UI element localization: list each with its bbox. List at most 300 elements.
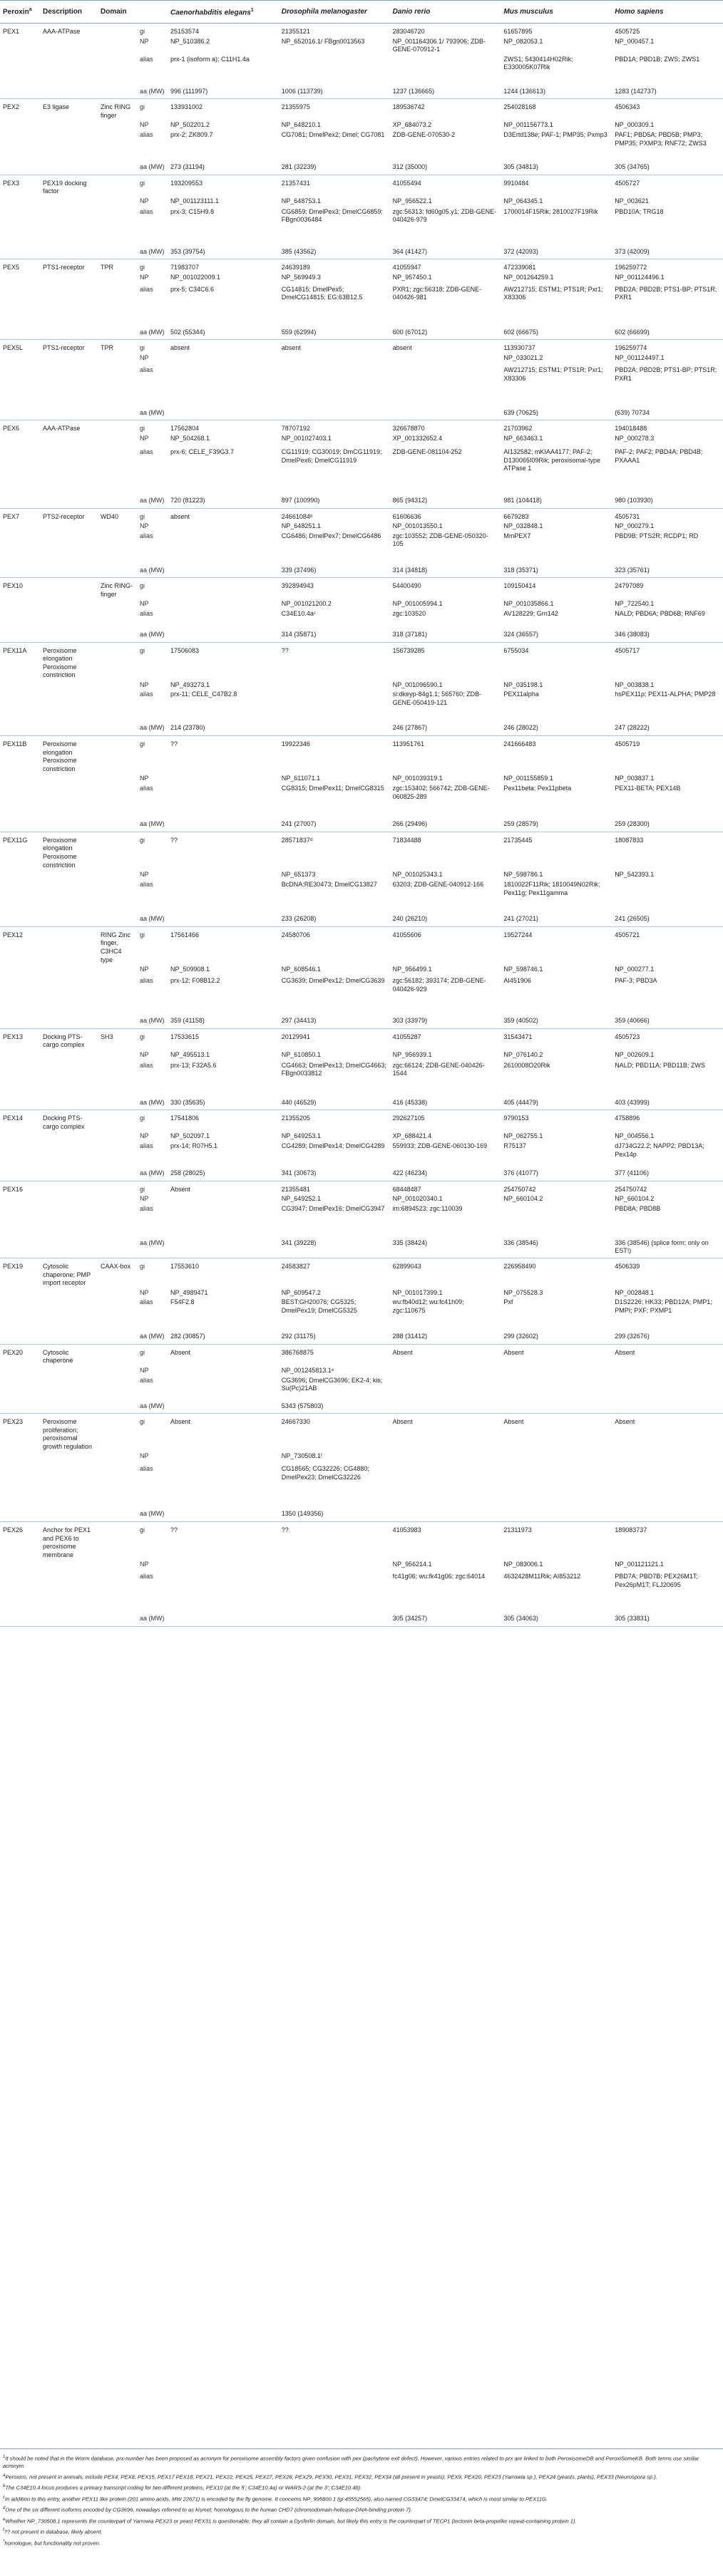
cell-value: NP_000309.1 xyxy=(615,121,655,129)
cell-row-label: gi xyxy=(140,1114,145,1122)
cell-value: NP_598786.1 xyxy=(503,871,543,879)
cell-domain: SH3 xyxy=(101,1033,113,1040)
cell-row-label: gi xyxy=(140,582,145,590)
table-row xyxy=(0,578,723,599)
cell-value: Absent xyxy=(503,1418,524,1426)
cell-peroxin xyxy=(0,433,40,447)
table-row xyxy=(0,914,723,926)
cell-row-label: gi xyxy=(140,646,145,654)
cell-value: 21357431 xyxy=(281,179,310,187)
cell-value: 314 (35871) xyxy=(279,629,390,642)
cell-value xyxy=(168,879,279,914)
cell-domain xyxy=(98,976,137,1015)
cell-value xyxy=(501,1509,612,1521)
table-row xyxy=(0,365,723,408)
cell-value: 24639189 xyxy=(281,264,310,271)
cell-description xyxy=(40,36,98,54)
cell-description: PEX19 docking factor xyxy=(43,179,87,195)
cell-value xyxy=(168,565,279,578)
table-row xyxy=(0,1131,723,1141)
cell-description: AAA-ATPase xyxy=(43,425,81,433)
cell-value: 359 (40666) xyxy=(612,1015,723,1028)
cell-value: 341 (30673) xyxy=(279,1168,390,1181)
cell-value: D1S2226; HK33; PBD12A; PMP1; PMPI; PXF; PXMP1 xyxy=(615,1298,712,1314)
cell-value xyxy=(168,365,279,408)
cell-value xyxy=(168,1401,279,1414)
cell-domain xyxy=(98,1181,137,1194)
cell-row-label: NP xyxy=(140,966,149,973)
cell-row-label: gi xyxy=(140,103,145,111)
cell-value xyxy=(390,1509,501,1521)
cell-value: zgc:103520 xyxy=(392,610,426,617)
cell-description xyxy=(40,1365,98,1375)
cell-value: NP_001039319.1 xyxy=(392,775,443,782)
cell-value: 194018488 xyxy=(615,425,647,433)
cell-value: 189083737 xyxy=(615,1526,647,1533)
cell-domain xyxy=(98,819,137,832)
cell-value: 24580706 xyxy=(281,931,310,938)
cell-peroxin xyxy=(0,1015,40,1028)
cell-value: ?? xyxy=(281,646,289,654)
cell-value: 4505731 xyxy=(615,512,640,520)
cell-peroxin xyxy=(0,531,40,565)
cell-value xyxy=(279,689,390,723)
cell-value: 305 (34257) xyxy=(390,1613,501,1626)
cell-value: 68448487 xyxy=(392,1185,421,1193)
cell-value: NP_957450.1 xyxy=(392,273,432,281)
cell-description xyxy=(40,365,98,408)
cell-peroxin xyxy=(0,130,40,162)
cell-description xyxy=(40,723,98,735)
table-row xyxy=(0,1194,723,1204)
cell-value: Absent xyxy=(503,1348,524,1356)
cell-description xyxy=(40,1559,98,1571)
table-row xyxy=(0,207,723,247)
cell-value: NP_001025343.1 xyxy=(392,871,443,879)
cell-value: 246 (27867) xyxy=(390,723,501,735)
cell-description xyxy=(40,54,98,86)
cell-value: 9910484 xyxy=(503,179,529,187)
cell-value: Absent xyxy=(170,1418,191,1426)
table-row xyxy=(0,723,723,735)
cell-peroxin xyxy=(0,914,40,926)
cell-value: 4758896 xyxy=(615,1114,640,1122)
cell-description xyxy=(40,1204,98,1238)
cell-value: NP_648210.1 xyxy=(281,121,321,129)
cell-value: 981 (104418) xyxy=(501,495,612,508)
cell-row-label: aa (MW) xyxy=(137,629,168,642)
cell-value: (639) 70734 xyxy=(612,408,723,420)
cell-value: PAF1; PBD5A; PBD5B; PMP3; PMP35; PXMP3; RNF72; ZWS3 xyxy=(615,131,707,147)
table-row xyxy=(0,521,723,531)
cell-value xyxy=(501,1464,612,1509)
cell-value: 559933; ZDB-GENE-060130-169 xyxy=(392,1142,488,1150)
cell-domain xyxy=(98,365,137,408)
cell-value: NP_502097.1 xyxy=(170,1132,210,1140)
cell-description: AAA-ATPase xyxy=(43,28,81,35)
cell-description xyxy=(40,1097,98,1110)
cell-value: 1237 (136665) xyxy=(390,86,501,99)
table-row xyxy=(0,1571,723,1613)
cell-value: 353 (39754) xyxy=(168,247,279,259)
cell-value: 305 (33831) xyxy=(612,1613,723,1626)
cell-value: 24797089 xyxy=(615,582,644,590)
table-row xyxy=(0,819,723,832)
cell-row-label: NP xyxy=(140,273,149,281)
cell-description xyxy=(40,1331,98,1344)
cell-value: NP_033021.2 xyxy=(503,353,543,361)
cell-row-label: gi xyxy=(140,425,145,433)
cell-value: NP_001020340.1 xyxy=(392,1195,443,1203)
cell-value xyxy=(168,914,279,926)
cell-description xyxy=(40,1060,98,1097)
cell-value: NP_001022009.1 xyxy=(170,273,221,281)
cell-value: 109150414 xyxy=(503,582,536,590)
cell-peroxin xyxy=(0,86,40,99)
cell-value: NP_000279.1 xyxy=(615,522,655,530)
cell-peroxin: PEX6 xyxy=(3,425,20,433)
cell-row-label: aa (MW) xyxy=(137,565,168,578)
cell-peroxin xyxy=(0,609,40,629)
cell-peroxin xyxy=(0,120,40,130)
cell-row-label: NP xyxy=(140,1132,149,1140)
cell-row-label: alias xyxy=(140,1465,153,1473)
cell-description: Peroxisome elongation Peroxisome constriction xyxy=(43,740,77,772)
cell-value: zgc:153402; 566742; ZDB-GENE-060825-289 xyxy=(392,785,490,800)
cell-domain xyxy=(98,565,137,578)
cell-domain xyxy=(98,420,137,433)
cell-value xyxy=(168,1375,279,1401)
cell-domain: CAAX-box xyxy=(101,1262,131,1270)
table-row xyxy=(0,1365,723,1375)
cell-row-label: alias xyxy=(140,448,153,456)
cell-description xyxy=(40,120,98,130)
cell-description xyxy=(40,689,98,723)
cell-domain xyxy=(98,773,137,783)
cell-description xyxy=(40,1168,98,1181)
cell-value: NP_660104.2 xyxy=(615,1195,655,1203)
cell-value: 359 (41158) xyxy=(168,1015,279,1028)
cell-domain: RING Zinc finger, C3HC4 type xyxy=(101,931,131,963)
cell-domain xyxy=(98,1238,137,1258)
cell-value: zgc:56182; 393174; ZDB-GENE-040426-929 xyxy=(392,977,486,993)
table-row xyxy=(0,284,723,327)
cell-domain xyxy=(98,1110,137,1132)
cell-value: XP_001332652.4 xyxy=(392,435,443,443)
cell-row-label: NP xyxy=(140,681,149,688)
table-row xyxy=(0,130,723,162)
cell-peroxin xyxy=(0,1297,40,1331)
cell-value: 5343 (575803) xyxy=(279,1401,390,1414)
cell-value xyxy=(279,680,390,690)
cell-domain: TPR xyxy=(101,264,113,271)
cell-value: 61657895 xyxy=(503,28,533,35)
table-row xyxy=(0,495,723,508)
cell-row-label: alias xyxy=(140,532,153,539)
cell-row-label: gi xyxy=(140,1033,145,1040)
cell-description xyxy=(40,1401,98,1414)
cell-peroxin xyxy=(0,353,40,365)
cell-value: PEX11alpha xyxy=(503,690,539,698)
cell-value xyxy=(501,1204,612,1238)
cell-domain xyxy=(98,1194,137,1204)
cell-value: si:dkeyp-84g1.1; 565760; ZDB-GENE-050419-121 xyxy=(392,690,482,707)
cell-peroxin xyxy=(0,247,40,259)
cell-peroxin xyxy=(0,408,40,420)
cell-peroxin xyxy=(0,1141,40,1168)
cell-domain xyxy=(98,120,137,130)
cell-value: 24667330 xyxy=(281,1418,310,1426)
cell-value: NP_001156773.1 xyxy=(503,121,553,129)
cell-peroxin: PEX20 xyxy=(3,1348,24,1356)
cell-domain xyxy=(98,735,137,773)
table-row xyxy=(0,327,723,340)
cell-description xyxy=(40,926,98,964)
cell-value: 326678870 xyxy=(392,425,425,433)
cell-peroxin xyxy=(0,54,40,86)
cell-value xyxy=(612,1401,723,1414)
cell-description xyxy=(40,247,98,259)
cell-value: NP_001264259.1 xyxy=(503,273,554,281)
cell-value xyxy=(168,773,279,783)
cell-value: NP_610850.1 xyxy=(281,1050,321,1058)
cell-row-label: NP xyxy=(140,1195,149,1203)
cell-value: 226958490 xyxy=(503,1262,536,1270)
cell-value: 346 (38083) xyxy=(612,629,723,642)
cell-value: NP_035198.1 xyxy=(503,681,543,688)
cell-peroxin xyxy=(0,1613,40,1626)
footnote: $^b$The C34E10.4 locus produces a primary transcript coding for two different proteins, PEX10 (at the 5′; C34E10.4a) or WARS-2 (at the 3′; C34E10.4b). xyxy=(3,2484,362,2491)
cell-description xyxy=(40,284,98,327)
cell-domain xyxy=(98,495,137,508)
cell-value: NP_064345.1 xyxy=(503,197,543,205)
cell-value: 18087833 xyxy=(615,836,644,844)
cell-value: 241666483 xyxy=(503,740,536,748)
table-header-row xyxy=(0,1,723,24)
cell-value: 196259774 xyxy=(615,344,647,352)
cell-value: NP_000278.3 xyxy=(615,435,655,443)
cell-description xyxy=(40,1141,98,1168)
cell-row-label: aa (MW) xyxy=(137,1331,168,1344)
cell-row-label: aa (MW) xyxy=(137,914,168,926)
cell-description xyxy=(40,130,98,162)
cell-row-label: aa (MW) xyxy=(137,1613,168,1626)
cell-value: 21311973 xyxy=(503,1526,532,1533)
cell-value: NP_611071.1 xyxy=(281,775,321,782)
cell-description xyxy=(40,353,98,365)
cell-value: ZWS1; 5430414H02Rik; E330005K07Rik xyxy=(503,55,573,71)
cell-value xyxy=(390,54,501,86)
cell-peroxin: PEX5 xyxy=(3,264,20,271)
cell-description xyxy=(40,495,98,508)
cell-peroxin xyxy=(0,1331,40,1344)
cell-value: NP_956939.1 xyxy=(392,1050,432,1058)
cell-domain xyxy=(98,1509,137,1521)
cell-value xyxy=(168,1204,279,1238)
cell-value: CG4663; DmelPex13; DmelCG4663; FBgn0033812 xyxy=(281,1061,386,1077)
footnote: $^d$One of the six different isoforms encoded by CG3696, nowadays referred to as kismet; homologous to the human CHD7 (chromodomain-helicase-DNA-binding protein 7). xyxy=(3,2506,413,2513)
cell-value: NP_001155859.1 xyxy=(503,775,553,782)
cell-row-label: aa (MW) xyxy=(137,327,168,340)
cell-value xyxy=(612,1509,723,1521)
cell-value: 241 (26505) xyxy=(612,914,723,926)
cell-description xyxy=(40,1509,98,1521)
cell-description xyxy=(40,1181,98,1194)
cell-description xyxy=(40,599,98,609)
cell-value: 21735445 xyxy=(503,836,533,844)
cell-value xyxy=(279,365,390,408)
table-row xyxy=(0,54,723,86)
cell-value: 403 (43999) xyxy=(612,1097,723,1110)
cell-peroxin xyxy=(0,1168,40,1181)
cell-domain xyxy=(98,196,137,207)
cell-value: 113951761 xyxy=(392,740,424,748)
cell-value: prx-13; F32A5.6 xyxy=(170,1061,217,1069)
cell-peroxin: PEX23 xyxy=(3,1418,24,1426)
cell-value: 41055947 xyxy=(392,264,421,271)
cell-domain xyxy=(98,353,137,365)
cell-row-label: alias xyxy=(140,131,153,139)
cell-domain xyxy=(98,689,137,723)
cell-value: NP_003837.1 xyxy=(615,775,655,782)
cell-value: 233 (26208) xyxy=(279,914,390,926)
cell-value xyxy=(390,1365,501,1375)
cell-description xyxy=(40,162,98,175)
cell-value: NP_722540.1 xyxy=(615,600,655,608)
cell-description: Docking PTS-cargo complex xyxy=(43,1033,85,1049)
cell-value: NP_651373 xyxy=(281,871,316,879)
table-row xyxy=(0,340,723,353)
cell-peroxin xyxy=(0,1238,40,1258)
cell-value: dJ734G22.2; NAPP2; PBD13A; Pex14p xyxy=(615,1142,704,1158)
cell-row-label: NP xyxy=(140,600,149,608)
cell-value: CG6859; DmelPex3; DmelCG6859; FBgn0036484 xyxy=(281,207,383,224)
cell-peroxin xyxy=(0,1365,40,1375)
cell-value: 318 (35371) xyxy=(501,565,612,578)
header-peroxin: Peroxin$^a$ xyxy=(0,1,40,24)
cell-row-label: NP xyxy=(140,1452,149,1460)
cell-peroxin xyxy=(0,1097,40,1110)
cell-value: 193209553 xyxy=(170,179,203,187)
table-row xyxy=(0,120,723,130)
cell-value: 559 (62994) xyxy=(279,327,390,340)
table-row xyxy=(0,773,723,783)
cell-value: 1700014F15Rik; 2810027F19Rik xyxy=(503,207,598,215)
cell-peroxin xyxy=(0,819,40,832)
cell-row-label: alias xyxy=(140,977,153,985)
cell-value: CG6486; DmelPex7; DmelCG6486 xyxy=(281,532,381,539)
cell-domain xyxy=(98,327,137,340)
cell-domain xyxy=(98,1141,137,1168)
cell-value xyxy=(390,1451,501,1464)
cell-value: 113930737 xyxy=(503,344,535,352)
cell-value: AW212715; ESTM1; PTS1R; Pxr1; X83306 xyxy=(503,285,603,301)
cell-domain xyxy=(98,1097,137,1110)
cell-value xyxy=(168,578,279,599)
cell-value: 373 (42009) xyxy=(612,247,723,259)
cell-value: prx-6; CELE_F39G3.7 xyxy=(170,448,235,456)
table-row xyxy=(0,1110,723,1132)
cell-peroxin xyxy=(0,1131,40,1141)
cell-peroxin xyxy=(0,447,40,495)
cell-domain xyxy=(98,783,137,819)
cell-value: 372 (42093) xyxy=(501,247,612,259)
cell-value: 305 (34765) xyxy=(612,162,723,175)
cell-description xyxy=(40,1613,98,1626)
cell-peroxin xyxy=(0,365,40,408)
cell-value: 266 (29496) xyxy=(390,819,501,832)
cell-value: absent xyxy=(170,512,190,520)
cell-row-label: NP xyxy=(140,775,149,782)
cell-value: 21355975 xyxy=(281,103,310,111)
cell-value: MmPEX7 xyxy=(503,532,531,539)
cell-value: PAF-2; PAF2; PBD4A; PBD4B; PXAAA1 xyxy=(615,448,703,464)
cell-value: AI451906 xyxy=(503,977,531,985)
cell-domain xyxy=(98,1131,137,1141)
cell-peroxin xyxy=(0,565,40,578)
cell-description xyxy=(40,1238,98,1258)
cell-value: 21703962 xyxy=(503,425,533,433)
cell-value: NP_082053.1 xyxy=(503,37,543,45)
table-row xyxy=(0,353,723,365)
cell-description xyxy=(40,869,98,879)
cell-row-label: alias xyxy=(140,785,153,792)
cell-value xyxy=(612,879,723,914)
cell-value: 292627105 xyxy=(392,1114,425,1122)
cell-value: NP_001005994.1 xyxy=(392,600,443,608)
cell-value xyxy=(168,1451,279,1464)
cell-value: CG11919; CG30019; DmCG11919; DmelPex6; DmelCG11919 xyxy=(281,448,382,464)
cell-row-label: aa (MW) xyxy=(137,1238,168,1258)
cell-row-label: aa (MW) xyxy=(137,86,168,99)
cell-value: NP_509908.1 xyxy=(170,966,210,973)
cell-value: PBD1A; PBD1B; ZWS; ZWS1 xyxy=(615,55,700,63)
cell-peroxin xyxy=(0,964,40,976)
cell-value: NP_001027403.1 xyxy=(281,435,332,443)
cell-value: 639 (70625) xyxy=(501,408,612,420)
cell-peroxin xyxy=(0,1204,40,1238)
cell-row-label: aa (MW) xyxy=(137,723,168,735)
cell-value xyxy=(168,531,279,565)
cell-description xyxy=(40,86,98,99)
cell-peroxin xyxy=(0,1451,40,1464)
cell-value: NP_003621 xyxy=(615,197,649,205)
cell-row-label: gi xyxy=(140,1348,145,1356)
cell-value: NP_001021200.2 xyxy=(281,600,332,608)
cell-value: 980 (103930) xyxy=(612,495,723,508)
cell-peroxin: PEX19 xyxy=(3,1262,24,1270)
cell-domain xyxy=(98,531,137,565)
cell-value xyxy=(168,353,279,365)
cell-value: NALD; PBD6A; PBD6B; RNF69 xyxy=(615,610,705,617)
footnote: $^f$?? not present in database, likely absent. xyxy=(3,2528,103,2535)
cell-value: 1006 (113739) xyxy=(279,86,390,99)
cell-row-label: NP xyxy=(140,121,149,129)
cell-value: NP_002609.1 xyxy=(615,1050,655,1058)
cell-description: PTS1-receptor xyxy=(43,344,85,352)
cell-value xyxy=(168,521,279,531)
cell-value: 17541806 xyxy=(170,1114,200,1122)
cell-domain xyxy=(98,629,137,642)
cell-value: 241 (27021) xyxy=(501,914,612,926)
cell-row-label: gi xyxy=(140,179,145,187)
cell-domain: Zinc RING-finger xyxy=(101,582,133,598)
footnote: $^e$Whether NP_730508.1 represents the counterpart of Yarrowia PEX23 or yeast PEX31 is questionable; they all contain a Dysferlin domain, but likely this entry is the counterpart of TECP1 (tectonin beta-propeller repeat-containing protein 1). xyxy=(3,2517,577,2525)
cell-value: CG7081; DmelPex2; Dmel; CG7081 xyxy=(281,131,385,139)
cell-value: NP_542393.1 xyxy=(615,871,655,879)
cell-value: zgc:103552; ZDB-GENE-050320-105 xyxy=(392,532,488,548)
cell-value: NP_000457.1 xyxy=(615,37,655,45)
